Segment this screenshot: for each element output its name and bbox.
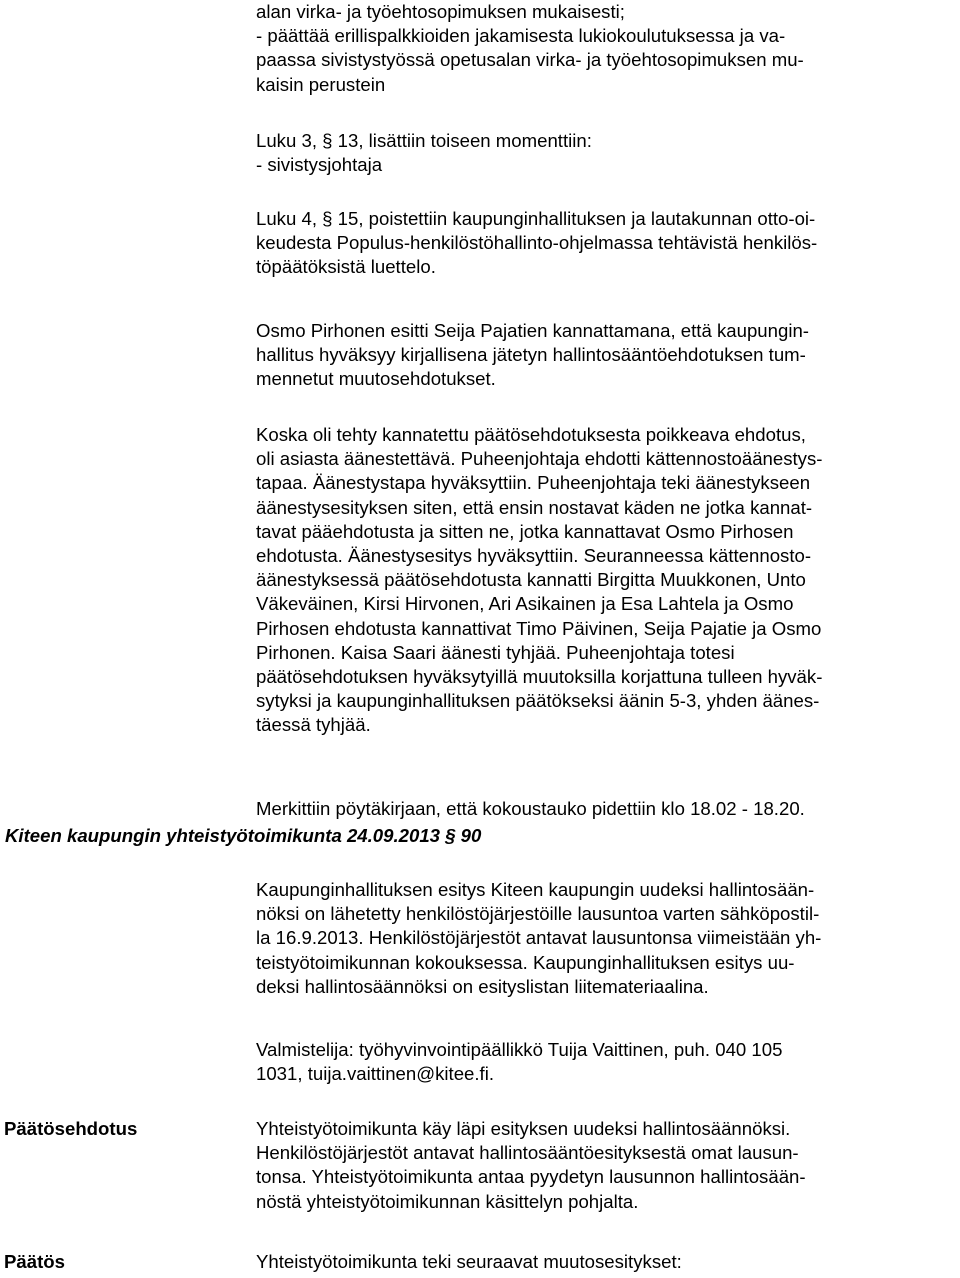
text-line: ehdotusta. Äänestysesitys hyväksyttiin. Seuranneessa kättennosto- — [256, 545, 812, 567]
paragraph-election-continuation — [256, 0, 946, 97]
margin-label-proposal: Päätösehdotus — [4, 1118, 138, 1139]
text-line: deksi hallintosäännöksi on esityslistan liitemateriaalina. — [256, 975, 709, 997]
text-line: tavat pääehdotusta ja sitten ne, jotka kannattavat Osmo Pirhosen — [256, 520, 794, 542]
text-line: sytyksi ja kaupunginhallituksen päätökseksi äänin 5-3, yhden äänes- — [256, 690, 820, 712]
text-line: Osmo Pirhonen esitti Seija Pajatien kannattamana, että kaupungin- — [256, 320, 809, 341]
text-line: Henkilöstöjärjestöt antavat hallintosääntöesityksestä omat lausun- — [256, 1142, 799, 1164]
text-line: teistyötoimikunnan kokouksessa. Kaupunginhallituksen esitys uu- — [256, 951, 795, 973]
text-line: Pirhosen ehdotusta kannattivat Timo Päivinen, Seija Pajatie ja Osmo — [256, 617, 822, 639]
paragraph-meeting-break — [256, 797, 946, 821]
paragraph-preparer — [256, 1038, 946, 1086]
text-line: - sivistysjohtaja — [256, 154, 383, 176]
text-line: Väkeväinen, Kirsi Hirvonen, Ari Asikainen ja Esa Lahtela ja Osmo — [256, 593, 794, 615]
paragraph-decision — [256, 1250, 946, 1274]
text-line: nöstä yhteistyötoimikunnan käsittelyn pohjalta. — [256, 1190, 639, 1212]
paragraph-decision-proposal — [256, 1117, 946, 1214]
text-line: töpäätöksistä luettelo. — [256, 256, 436, 278]
text-line: Yhteistyötoimikunta käy läpi esityksen uudeksi hallintosäännöksi. — [256, 1118, 791, 1139]
text-line: paassa sivistystyössä opetusalan virka- ja työehtosopimuksen mu- — [256, 49, 804, 71]
paragraph-chapter3-amendment — [256, 129, 946, 177]
text-line: Yhteistyötoimikunta teki seuraavat muutosesitykset: — [256, 1251, 682, 1272]
paragraph-chapter4-amendment — [256, 207, 946, 280]
paragraph-proposal-background — [256, 878, 946, 999]
paragraph-voting — [256, 423, 946, 738]
text-line: tapaa. Äänestystapa hyväksyttiin. Puheenjohtaja teki äänestykseen — [256, 472, 811, 494]
text-line: Koska oli tehty kannatettu päätösehdotuksesta poikkeava ehdotus, — [256, 424, 806, 445]
text-line: päätösehdotuksen hyväksytyillä muutoksilla korjattuna tulleen hyväk- — [256, 666, 823, 688]
text-line: Merkittiin pöytäkirjaan, että kokoustauko pidettiin klo 18.02 - 18.20. — [256, 798, 805, 819]
text-line: äänestysesityksen siten, että ensin nostavat käden ne jotka kannat- — [256, 496, 813, 518]
text-line: Kaupunginhallituksen esitys Kiteen kaupungin uudeksi hallintosään- — [256, 879, 815, 900]
paragraph-counter-proposal — [256, 319, 946, 392]
text-line: la 16.9.2013. Henkilöstöjärjestöt antavat lausuntonsa viimeistään yh- — [256, 927, 822, 949]
text-line: alan virka- ja työehtosopimuksen mukaisesti; — [256, 1, 625, 22]
margin-label-decision: Päätös — [4, 1251, 65, 1272]
text-line: Luku 4, § 15, poistettiin kaupunginhallituksen ja lautakunnan otto-oi- — [256, 208, 816, 229]
text-line: nöksi on lähetetty henkilöstöjärjestöille lausuntoa varten sähköpostil- — [256, 903, 820, 925]
text-line: täessä tyhjää. — [256, 714, 371, 736]
text-line: - päättää erillispalkkioiden jakamisesta lukiokoulutuksessa ja va- — [256, 25, 786, 47]
text-line: keudesta Populus-henkilöstöhallinto-ohjelmassa tehtävistä henkilös- — [256, 232, 818, 254]
section-heading: Kiteen kaupungin yhteistyötoimikunta 24.09.2013 § 90 — [5, 825, 482, 846]
text-line: äänestyksessä päätösehdotusta kannatti Birgitta Muukkonen, Unto — [256, 569, 806, 591]
text-line: hallitus hyväksyy kirjallisena jätetyn hallintosääntöehdotuksen tum- — [256, 344, 806, 366]
text-line: tonsa. Yhteistyötoimikunta antaa pyydetyn lausunnon hallintosään- — [256, 1166, 806, 1188]
text-line: mennetut muutosehdotukset. — [256, 368, 496, 390]
text-line: Luku 3, § 13, lisättiin toiseen momenttiin: — [256, 130, 592, 151]
text-line: Valmistelija: työhyvinvointipäällikkö Tuija Vaittinen, puh. 040 105 — [256, 1039, 783, 1060]
text-line: 1031, tuija.vaittinen@kitee.fi. — [256, 1063, 495, 1085]
text-line: Pirhonen. Kaisa Saari äänesti tyhjää. Puheenjohtaja totesi — [256, 641, 735, 663]
text-line: oli asiasta äänestettävä. Puheenjohtaja ehdotti kättennostoäänestys- — [256, 448, 823, 470]
text-line: kaisin perustein — [256, 73, 386, 95]
